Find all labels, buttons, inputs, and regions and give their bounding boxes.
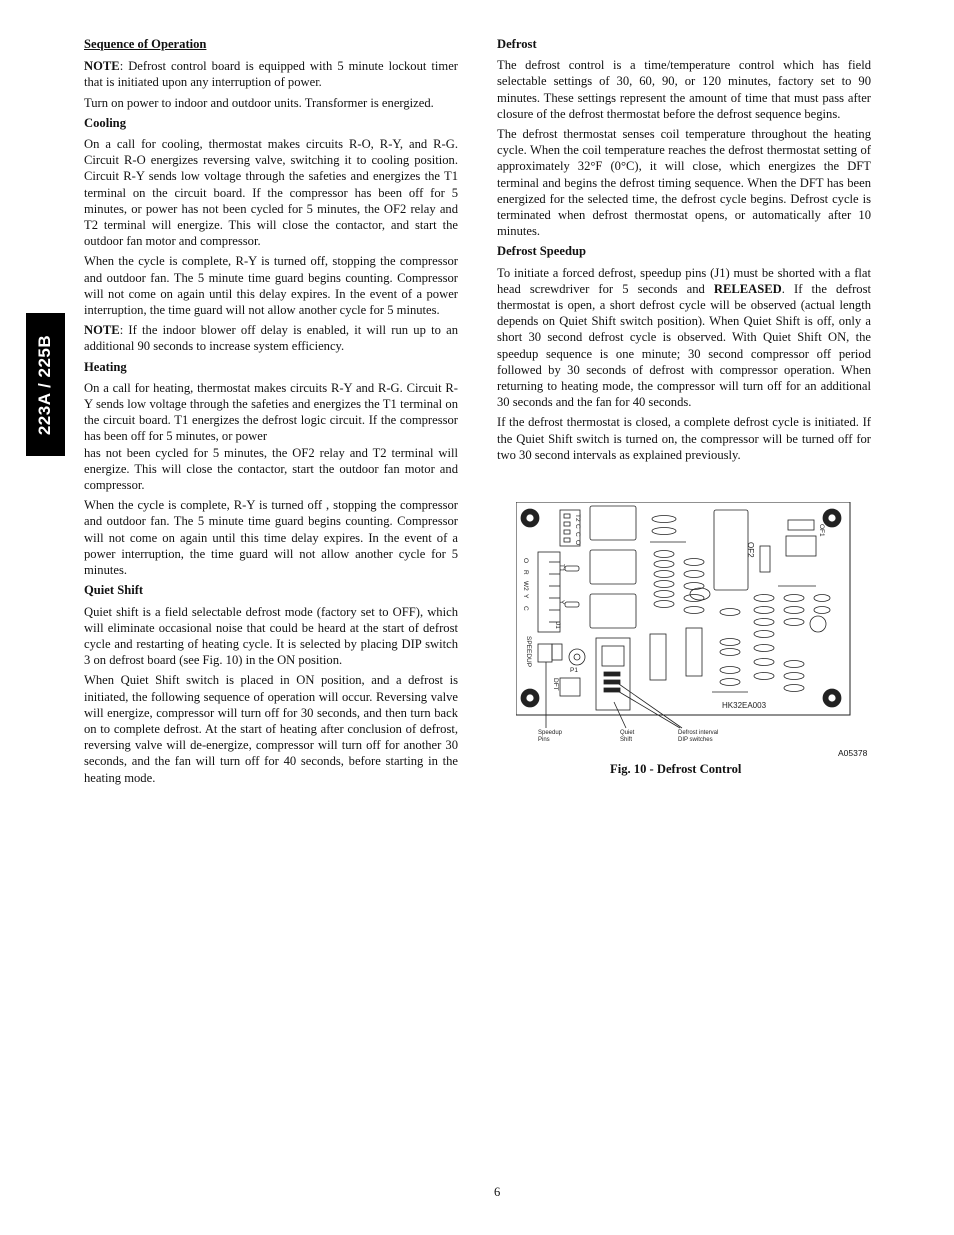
label-j1: J1	[554, 622, 561, 629]
label-dft: DFT	[552, 678, 559, 691]
side-tab-label: 223A / 225B	[35, 334, 55, 435]
figure-code: A05378	[838, 748, 868, 758]
heading-defrost: Defrost	[497, 37, 537, 51]
paragraph-quiet-1: Quiet shift is a field selectable defrost mode (factory set to OFF), which will eliminate occasional noise that could be heard at the start of defrost cycle and restarting of heating cycle. It is selected by placing DIP switch 3 on defrost board (see Fig. 10) in the ON position.	[84, 604, 458, 668]
paragraph-defrost-1: The defrost control is a time/temperature control which has field selectable settings of 30, 60, 90, or 120 minutes, factory set to 90 minutes. These settings represent the amount of time that must pass after closure of the defrost thermostat before the defrost sequence begins.	[497, 58, 871, 121]
label-y: Y	[522, 594, 529, 599]
paragraph-cooling-2: When the cycle is complete, R-Y is turned off, stopping the compressor and outdoor fan. The 5 minute time guard begins counting. Compressor will not come on again until this delay expires. In the event of a power interruption, the time guard will not allow another cycle for 5 minutes.	[84, 254, 458, 318]
label-w2: W2	[522, 581, 529, 591]
callout-quiet-shift-2: Shift	[620, 737, 633, 743]
label-t1: T1	[558, 564, 565, 572]
label-of2: OF2	[746, 542, 755, 558]
label-y2: Y	[558, 600, 565, 605]
label-of1: OF1	[818, 524, 825, 537]
paragraph-heating-1a: On a call for heating, thermostat makes circuits R-Y and R-G. Circuit R-Y sends low voltage through the safeties and energizes the T1 terminal on the circuit board. T1 energizes the defrost logic circuit. If the compressor has been off for 5 minutes, or power	[84, 380, 458, 444]
label-o-top: O	[574, 540, 581, 546]
paragraph-power: Turn on power to indoor and outdoor units. Transformer is energized.	[84, 95, 434, 110]
page-number: 6	[494, 1185, 501, 1199]
label-o: O	[522, 558, 529, 564]
paragraph-defrost-2: The defrost thermostat senses coil temperature throughout the heating cycle. When the coil temperature reaches the defrost thermostat setting of approximately 32°F (0°C), it will close, which energizes the DFT terminal and begins the defrost timing sequence. When the DFT has been energized for the selected time, the defrost cycle begins. Defrost cycle is terminated when defrost thermostat opens, or automatically after 10 minutes.	[497, 127, 871, 239]
callout-speedup-pins-1: Speedup	[538, 730, 563, 736]
label-p1: P1	[570, 667, 578, 674]
right-column	[497, 36, 871, 467]
label-c1: C	[574, 524, 581, 529]
left-column	[84, 36, 458, 790]
callout-defrost-interval-2: DIP switches	[678, 737, 713, 743]
paragraph-speedup-2: If the defrost thermostat is closed, a complete defrost cycle is initiated. If the Quiet Shift switch is turned on, the compressor will be turned off for two 30 second intervals as explained previously.	[497, 415, 871, 462]
callout-defrost-interval-1: Defrost interval	[678, 730, 719, 736]
label-c: C	[522, 606, 529, 611]
heading-cooling: Cooling	[84, 115, 126, 130]
note-paragraph: NOTE: Defrost control board is equipped with 5 minute lockout timer that is initiated upon any interruption of power.	[84, 59, 458, 90]
heading-quiet-shift: Quiet Shift	[84, 583, 144, 598]
callout-quiet-shift-1: Quiet	[620, 730, 635, 736]
heading-defrost-speedup: Defrost Speedup	[497, 244, 586, 259]
paragraph-quiet-2: When Quiet Shift switch is placed in ON position, and a defrost is initiated, the following sequence of operation will occur. Reversing valve will energize, compressor will turn off for 30 seconds, and then turn back on to complete defrost. At the start of heating after conclusion of defrost, reversing valve will de-energize, compressor will turn off for another 30 seconds, and the fan will turn off for 40 seconds, before starting in the heating mode.	[84, 673, 458, 785]
section-title: Sequence of Operation	[84, 37, 207, 51]
paragraph-speedup-1: To initiate a forced defrost, speedup pins (J1) must be shorted with a flat head screwdriver for 5 seconds and RELEASED. If the defrost thermostat is open, a short defrost cycle will be observed (actual length depends on Quiet Shift switch position). When Quiet Shift is off, only a short 30 second defrost cycle is observed. With Quiet Shift ON, the speedup sequence is one minute; 30 second compressor off period followed by 30 seconds of defrost with compressor operation. When returning to heating mode, the compressor will turn off for an additional 30 seconds and the fan for 40 seconds.	[497, 265, 871, 410]
figure-caption: Fig. 10 - Defrost Control	[610, 762, 742, 776]
note-paragraph-2: NOTE: If the indoor blower off delay is enabled, it will run up to an additional 90 seconds to increase system efficiency.	[84, 323, 458, 354]
paragraph-cooling-1: On a call for cooling, thermostat makes circuits R-O, R-Y, and R-G. Circuit R-O energizes reversing valve, switching it to cooling position. Circuit R-Y sends low voltage through the safeties and energizes the T1 terminal on the circuit board. If the compressor has been off for 5 minutes, or power has not been cycled for 5 minutes, the OF2 relay and T2 terminal will energize. This will close the contactor, and start the outdoor fan motor and compressor.	[84, 137, 458, 249]
callout-speedup-pins-2: Pins	[538, 737, 550, 743]
label-r: R	[522, 570, 529, 575]
side-tab-model	[26, 313, 65, 456]
label-speedup: SPEEDUP	[525, 636, 532, 668]
label-t2: T2	[574, 514, 581, 522]
board-id: HK32EA003	[722, 701, 767, 710]
paragraph-heating-1b: has not been cycled for 5 minutes, the OF2 relay and T2 terminal will energize. This will close the contactor, start the outdoor fan motor and compressor.	[84, 445, 458, 493]
heading-heating: Heating	[84, 359, 127, 374]
defrost-control-figure	[516, 502, 872, 784]
defrost-board-diagram	[516, 502, 872, 752]
paragraph-heating-2: When the cycle is complete, R-Y is turned off , stopping the compressor and outdoor fan. The 5 minute time guard begins counting. Compressor will not come on again until this time delay expires. In the event of a power interruption, the time guard will not allow another cycle for 5 minutes.	[84, 498, 458, 578]
label-c2: C	[574, 532, 581, 537]
